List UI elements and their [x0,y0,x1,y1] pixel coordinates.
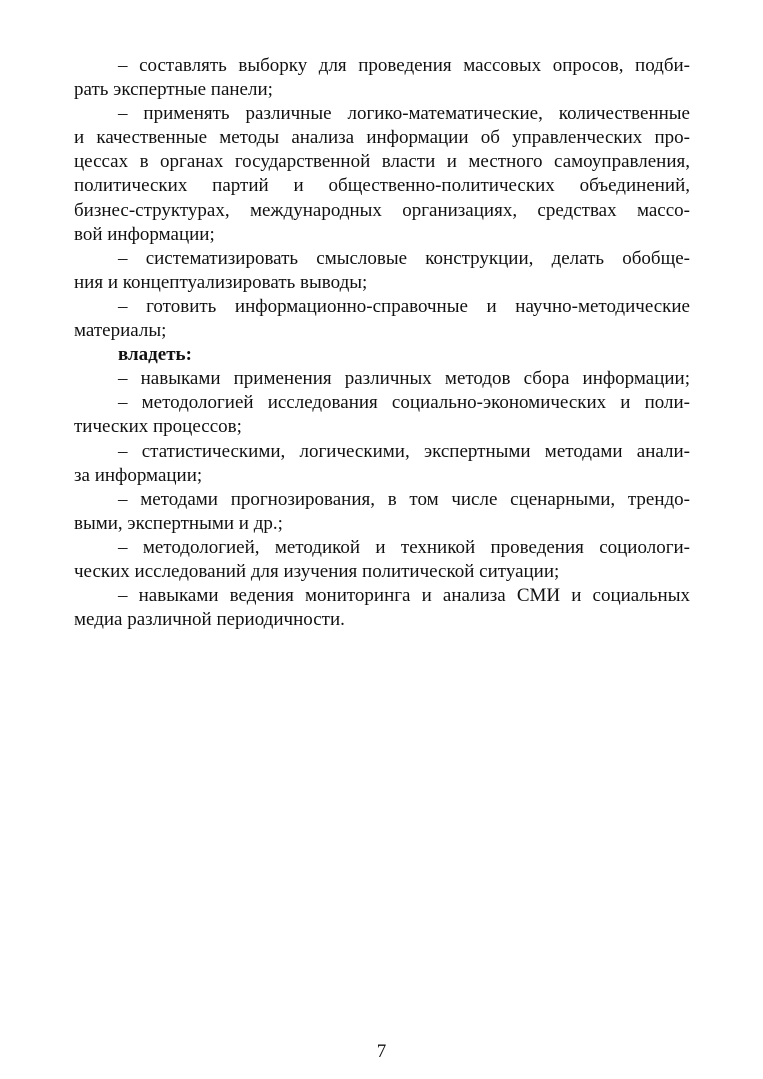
section-heading: владеть: [118,344,192,366]
text-line: – методологией, методикой и техникой проведения социологи- [118,536,690,558]
text-line: ческих исследований для изучения политической ситуации; [74,560,560,582]
text-line: – методами прогнозирования, в том числе сценарными, трендо- [118,488,690,510]
text-line: и качественные методы анализа информации об управленческих про- [74,127,690,149]
text-line: тических процессов; [74,416,242,438]
text-line: – навыками ведения мониторинга и анализа СМИ и социальных [118,585,690,607]
text-line: – навыками применения различных методов сбора информации; [118,368,690,390]
text-line: – готовить информационно-справочные и научно-методические [118,295,690,317]
text-line: цессах в органах государственной власти и местного самоуправления, [74,151,690,173]
text-line: вой информации; [74,223,215,245]
text-line: – составлять выборку для проведения массовых опросов, подби- [118,55,690,76]
text-line: бизнес-структурах, международных организациях, средствах массо- [74,199,690,221]
text-line: – статистическими, логическими, экспертными методами анали- [118,440,690,462]
document-body [74,54,690,632]
text-line: материалы; [74,320,167,342]
page-number: 7 [376,1041,387,1062]
text-line: – методологией исследования социально-экономических и поли- [118,392,690,414]
text-line: выми, экспертными и др.; [74,512,283,534]
text-line: за информации; [74,464,203,486]
text-line: медиа различной периодичности. [74,609,345,631]
text-line: политических партий и общественно-политических объединений, [74,175,690,197]
text-line: рать экспертные панели; [74,79,273,101]
text-line: – систематизировать смысловые конструкции, делать обобще- [118,247,690,269]
text-line: – применять различные логико-математические, количественные [118,103,690,125]
text-line: ния и концептуализировать выводы; [74,271,368,293]
